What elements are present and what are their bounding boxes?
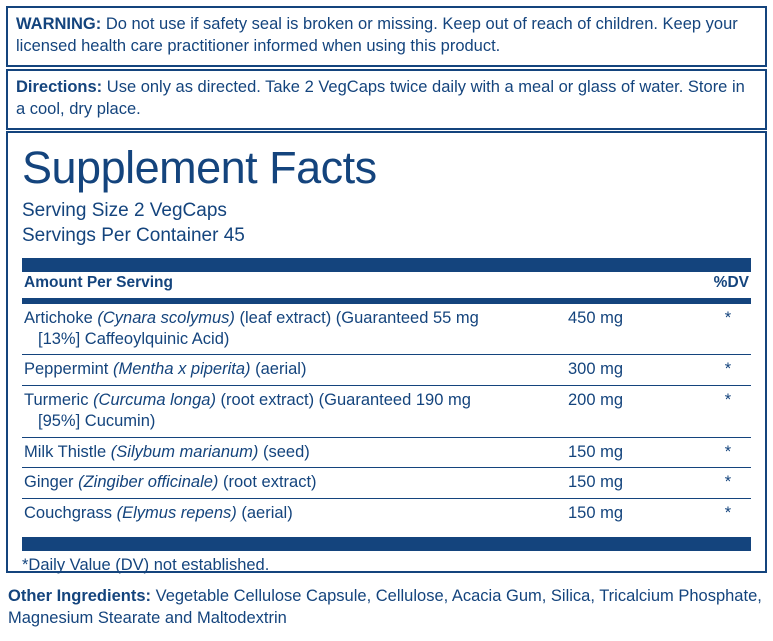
other-ingredients-label: Other Ingredients: (8, 587, 152, 605)
divider-thick-bottom (22, 537, 751, 551)
ingredient-detail: (root extract) (Guaranteed 190 mg (215, 390, 471, 409)
ingredient-name: Milk Thistle (24, 442, 111, 461)
ingredient-name: Couchgrass (24, 503, 117, 522)
ingredient-detail-line2: [13%] Caffeoylquinic Acid) (38, 329, 230, 348)
ingredient-amount: 300 mg (566, 355, 705, 385)
ingredient-detail: (aerial) (236, 503, 293, 522)
ingredient-dv: * (705, 355, 751, 385)
directions-box (6, 69, 767, 130)
ingredient-name: Artichoke (24, 308, 98, 327)
ingredient-amount: 450 mg (566, 304, 705, 355)
ingredient-detail: (leaf extract) (Guaranteed 55 mg (234, 308, 479, 327)
ingredient-name: Turmeric (24, 390, 94, 409)
warning-text: Do not use if safety seal is broken or missing. Keep out of reach of children. Keep your licensed health care practitioner informed when using this product. (16, 15, 738, 55)
ingredient-dv: * (705, 304, 751, 355)
ingredient-amount: 150 mg (566, 437, 705, 467)
ingredient-name-cell (22, 468, 566, 498)
table-row (22, 498, 751, 528)
ingredient-detail: (aerial) (250, 360, 307, 379)
directions-text: Use only as directed. Take 2 VegCaps twice daily with a meal or glass of water. Store in a cool, dry place. (16, 78, 745, 118)
other-ingredients-text: Vegetable Cellulose Capsule, Cellulose, Acacia Gum, Silica, Tricalcium Phosphate, Magnesium Stearate and Maltodextrin (8, 587, 762, 627)
amount-per-serving-header: Amount Per Serving (24, 273, 173, 291)
warning-label: WARNING: (16, 15, 102, 33)
ingredient-latin: (Curcuma longa) (93, 390, 216, 409)
ingredient-dv: * (705, 385, 751, 437)
ingredient-dv: * (705, 468, 751, 498)
daily-value-footnote: *Daily Value (DV) not established. (22, 556, 270, 575)
supplement-facts-table (22, 304, 751, 529)
table-row (22, 468, 751, 498)
ingredient-name: Peppermint (24, 360, 113, 379)
ingredient-name-cell (22, 355, 566, 385)
ingredient-latin: (Cynara scolymus) (97, 308, 235, 327)
dv-header: %DV (713, 273, 749, 291)
ingredient-name-cell (22, 437, 566, 467)
ingredient-amount: 200 mg (566, 385, 705, 437)
table-header-row (22, 272, 751, 295)
ingredient-detail-line2: [95%] Cucumin) (38, 412, 156, 431)
table-row (22, 437, 751, 467)
ingredient-dv: * (705, 437, 751, 467)
ingredient-latin: (Mentha x piperita) (112, 360, 251, 379)
divider-thick-top (22, 258, 751, 272)
ingredient-latin: (Zingiber officinale) (78, 473, 219, 492)
ingredient-detail: (root extract) (218, 473, 317, 492)
ingredient-amount: 150 mg (566, 468, 705, 498)
servings-per-container: Servings Per Container 45 (22, 225, 245, 247)
other-ingredients (8, 586, 768, 630)
ingredient-name-cell (22, 385, 566, 437)
ingredient-name-cell (22, 498, 566, 528)
ingredient-name-cell (22, 304, 566, 355)
serving-size: Serving Size 2 VegCaps (22, 200, 227, 221)
ingredient-name: Ginger (24, 473, 79, 492)
warning-box (6, 6, 767, 67)
ingredient-latin: (Silybum marianum) (110, 442, 259, 461)
table-row (22, 385, 751, 437)
supplement-facts-title: Supplement Facts (22, 142, 377, 193)
supplement-facts-panel (6, 131, 767, 573)
directions-label: Directions: (16, 78, 103, 96)
ingredient-detail: (seed) (258, 442, 310, 461)
ingredient-dv: * (724, 503, 732, 522)
ingredient-amount: 150 mg (568, 503, 624, 522)
ingredient-latin: (Elymus repens) (116, 503, 237, 522)
table-row (22, 304, 751, 355)
table-row (22, 355, 751, 385)
